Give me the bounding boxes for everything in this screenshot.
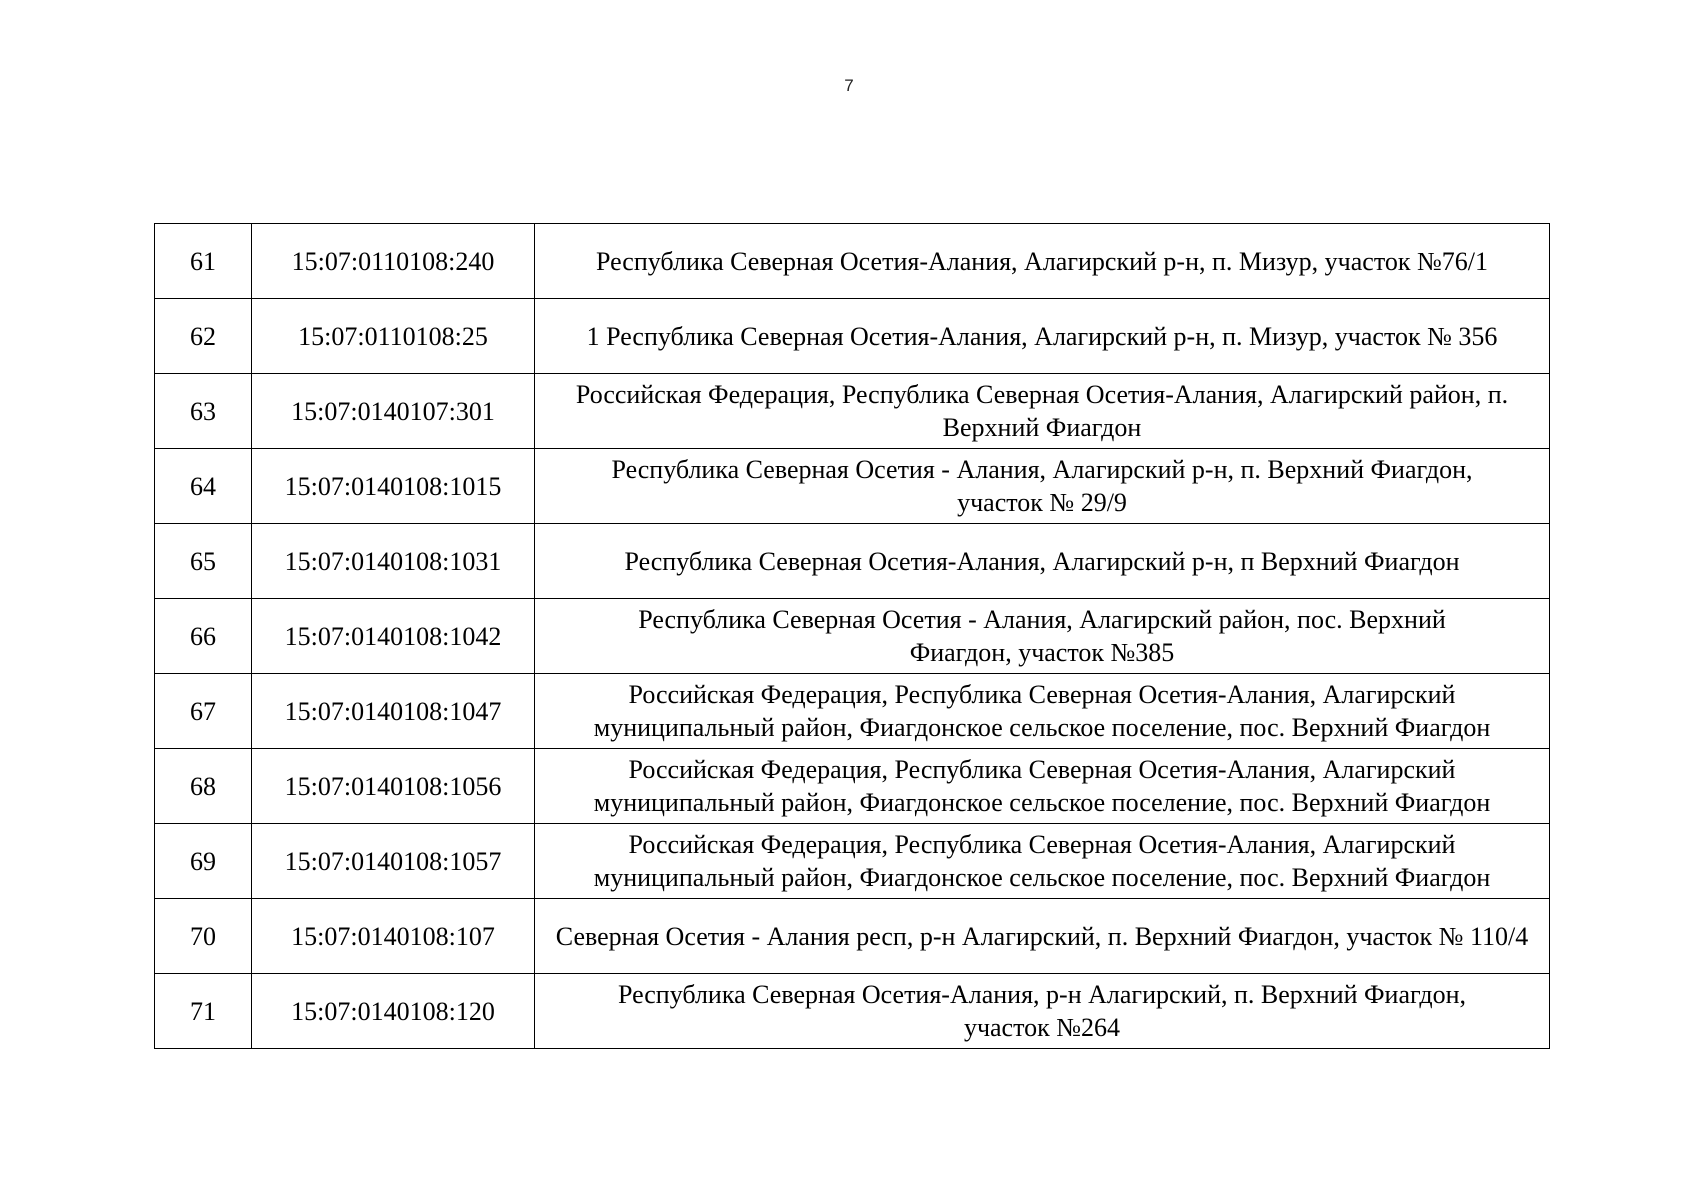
page-number: 7: [844, 76, 854, 95]
address-cell: Российская Федерация, Республика Северная Осетия-Алания, Алагирский муниципальный район, Фиагдонское сельское поселение, пос. Верхний Фиагдон: [535, 824, 1550, 899]
table-row: [155, 824, 1550, 899]
cadastral-number-cell: 15:07:0140108:107: [252, 899, 535, 974]
row-number-cell: 65: [155, 524, 252, 599]
row-number-cell: 64: [155, 449, 252, 524]
row-number-cell: 69: [155, 824, 252, 899]
cadastral-number-cell: 15:07:0110108:25: [252, 299, 535, 374]
address-cell: Республика Северная Осетия-Алания, Алагирский р-н, п Верхний Фиагдон: [535, 524, 1550, 599]
table-row: [155, 224, 1550, 299]
address-cell: Республика Северная Осетия-Алания, Алагирский р-н, п. Мизур, участок №76/1: [535, 224, 1550, 299]
address-cell: Российская Федерация, Республика Северная Осетия-Алания, Алагирский район, п. Верхний Фиагдон: [535, 374, 1550, 449]
cadastral-number-cell: 15:07:0140107:301: [252, 374, 535, 449]
address-cell: Северная Осетия - Алания респ, р-н Алагирский, п. Верхний Фиагдон, участок № 110/4: [535, 899, 1550, 974]
table-row: [155, 974, 1550, 1049]
cadastral-number-cell: 15:07:0140108:1031: [252, 524, 535, 599]
cadastral-number-cell: 15:07:0140108:1015: [252, 449, 535, 524]
row-number-cell: 63: [155, 374, 252, 449]
cadastral-number-cell: 15:07:0140108:1042: [252, 599, 535, 674]
table-row: [155, 299, 1550, 374]
address-cell: Республика Северная Осетия-Алания, р-н Алагирский, п. Верхний Фиагдон, участок №264: [535, 974, 1550, 1049]
row-number-cell: 67: [155, 674, 252, 749]
table-row: [155, 374, 1550, 449]
table-row: [155, 749, 1550, 824]
row-number-cell: 61: [155, 224, 252, 299]
parcels-table-container: [154, 223, 1549, 1049]
address-cell: 1 Республика Северная Осетия-Алания, Алагирский р-н, п. Мизур, участок № 356: [535, 299, 1550, 374]
table-row: [155, 524, 1550, 599]
cadastral-number-cell: 15:07:0110108:240: [252, 224, 535, 299]
cadastral-number-cell: 15:07:0140108:1056: [252, 749, 535, 824]
table-row: [155, 674, 1550, 749]
table-row: [155, 599, 1550, 674]
row-number-cell: 68: [155, 749, 252, 824]
address-cell: Российская Федерация, Республика Северная Осетия-Алания, Алагирский муниципальный район, Фиагдонское сельское поселение, пос. Верхний Фиагдон: [535, 674, 1550, 749]
address-cell: Республика Северная Осетия - Алания, Алагирский район, пос. Верхний Фиагдон, участок №385: [535, 599, 1550, 674]
row-number-cell: 70: [155, 899, 252, 974]
cadastral-number-cell: 15:07:0140108:120: [252, 974, 535, 1049]
row-number-cell: 62: [155, 299, 252, 374]
address-cell: Российская Федерация, Республика Северная Осетия-Алания, Алагирский муниципальный район, Фиагдонское сельское поселение, пос. Верхний Фиагдон: [535, 749, 1550, 824]
row-number-cell: 71: [155, 974, 252, 1049]
table-row: [155, 899, 1550, 974]
row-number-cell: 66: [155, 599, 252, 674]
address-cell: Республика Северная Осетия - Алания, Алагирский р-н, п. Верхний Фиагдон, участок № 29/9: [535, 449, 1550, 524]
cadastral-number-cell: 15:07:0140108:1047: [252, 674, 535, 749]
parcels-table: [154, 223, 1550, 1049]
cadastral-number-cell: 15:07:0140108:1057: [252, 824, 535, 899]
table-row: [155, 449, 1550, 524]
